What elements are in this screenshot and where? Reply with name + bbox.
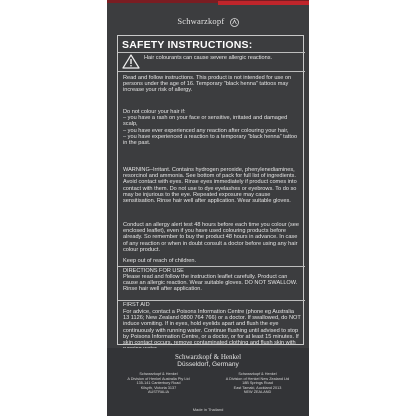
brand-name: Schwarzkopf (177, 16, 225, 26)
product-back-panel (107, 0, 309, 416)
address-line: 18B Springs Road (242, 381, 273, 386)
address-line: Kilsyth, Victoria 3137 (140, 385, 177, 390)
company-footer (107, 348, 309, 416)
made-in-text: Made in Thailand (192, 407, 224, 412)
warning-divider (118, 71, 305, 72)
address-new-zealand (210, 372, 305, 395)
address-line: East Tamaki, Auckland 2013 (233, 385, 282, 390)
address-australia (111, 372, 206, 395)
allergy-test-text: Conduct an allergy alert test 48 hours before each time you colour (see enclosed leaflet), even if you have used colouring products before already. So remember to buy the product 48 hours in advance. In case of any reaction or when in doubt consult a doctor before using any hair colour product. (123, 222, 299, 253)
first-aid-divider (118, 300, 305, 301)
do-not-item: – you have ever experienced any reaction after colouring your hair, (123, 127, 289, 134)
do-not-item: – you have a rash on your face or sensitive, irritated and damaged scalp, (123, 115, 288, 128)
directions-title: DIRECTIONS FOR USE (123, 268, 184, 274)
do-not-item: – you have experienced a reaction to a temporary “black henna” tattoo in the past. (123, 133, 298, 147)
address-line: Schwarzkopf & Henkel (238, 372, 277, 376)
first-aid-text: For advice, contact a Poisons Information Centre (phone eg Australia 13 1126; New Zealand 0800 764 766) or a doctor. If swallowed, do NOT induce vomiting. If in eyes, hold eyelids apart and flush the eye continuously with running water. Continue flushing until advised to stop by Poisons Information Centre, or a doctor, or for at least 15 minutes. If skin contact occurs, remove contaminated clothing and flush skin with (123, 309, 301, 347)
keep-out-of-reach-text: Keep out of reach of children. (123, 258, 197, 264)
title-divider (118, 52, 305, 53)
brand-header (107, 16, 309, 27)
allergic-reaction-warning: Hair colourants can cause severe allergic reactions. (144, 55, 273, 61)
address-line: NEW ZEALAND (243, 390, 272, 395)
schwarzkopf-logo-icon (230, 18, 239, 27)
address-line: Schwarzkopf & Henkel (139, 372, 178, 376)
red-accent-bar (218, 1, 309, 5)
address-line: A Division of Henkel New Zealand Ltd (225, 376, 290, 381)
first-aid-title: FIRST AID (123, 302, 150, 308)
address-line: 135-141 Canterbury Road (136, 381, 181, 386)
safety-title: SAFETY INSTRUCTIONS: (122, 39, 253, 51)
company-name: Schwarzkopf & Henkel (174, 353, 242, 361)
warning-triangle-icon (122, 54, 140, 69)
address-line: AUSTRALIA (147, 390, 170, 395)
do-not-colour-section (123, 109, 301, 146)
address-line: A Division of Henkel Australia Pty Ltd (127, 376, 190, 381)
company-city: Düsseldorf, Germany (177, 361, 239, 368)
do-not-colour-title: Do not colour your hair if: (123, 109, 186, 115)
safety-instructions-box (117, 35, 304, 345)
directions-text: Please read and follow the instruction leaflet carefully. Product can cause an allergic reaction. Wear suitable gloves. DO NOT SWALLOW. Rinse hair well after application. (123, 274, 298, 293)
irritant-warning-text: WARNING–Irritant. Contains hydrogen peroxide, phenylenediamines, resorcinol and ammonia. See bottom of pack for full list of ingredients. Avoid contact with eyes. Rinse eyes immediately if product comes into contact with them. Do not use to dye eyelashes or eyebrows. To do so may be injurious to the eye. Repeated exposure may cause sensitisation. Rinse hair well after application. Wear suitable gloves. (123, 167, 297, 205)
directions-divider (118, 266, 305, 267)
read-follow-text: Read and follow instructions. This product is not intended for use on persons under the age of 16. Temporary “black henna” tattoos may increase your risk of allergy. (123, 75, 292, 94)
